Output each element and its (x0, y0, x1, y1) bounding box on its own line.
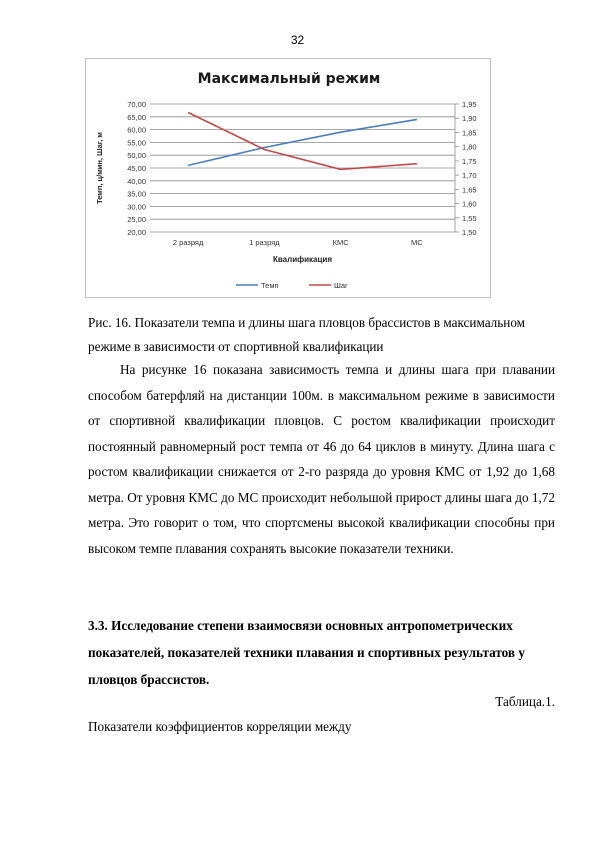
y-right-tick-label: 1,80 (462, 142, 477, 152)
series-line-1 (188, 113, 417, 170)
y-left-tick-label: 55,00 (127, 138, 146, 148)
y-left-tick-label: 70,00 (127, 100, 146, 109)
page-number: 32 (290, 33, 305, 47)
y-right-tick-label: 1,70 (462, 171, 477, 181)
chart-title: Максимальный режим (197, 71, 381, 87)
y-left-tick-label: 35,00 (127, 189, 146, 199)
x-tick-label: КМС (332, 238, 349, 247)
y-left-tick-label: 40,00 (127, 176, 146, 186)
legend-label: Темп (261, 281, 279, 290)
y-right-tick-label: 1,85 (462, 128, 477, 138)
body-paragraph: На рисунке 16 показана зависимость темпа и длины шага при плавании способом батерфляй на дистанции 100м. в максимальном режиме в зависимости от спортивной квалификации пловцов. С ростом квалификации происходит постоянный равномерный рост темпа от 46 до 64 циклов в минуту. Длина шага с ростом квалификации снижается от 2-го разряда до уровня КМС от 1,92 до 1,68 метра. От уровня КМС до МС происходит небольшой прирост длины шага до 1,72 метра. Это говорит о том, что спортсмены высокой квалификации способны при высоком темпе плавания сохранять высокие показатели техники. (88, 362, 555, 556)
y-right-tick-label: 1,75 (462, 156, 477, 166)
figure-caption: Рис. 16. Показатели темпа и длины шага пловцов брассистов в максимальном режиме в зависимости от спортивной квалификации (88, 315, 526, 354)
y-axis-title: Темп, ц/мин, Шаг, м (95, 132, 104, 204)
y-right-tick-label: 1,60 (462, 199, 477, 209)
x-tick-label: 1 разряд (249, 238, 280, 247)
y-left-tick-label: 45,00 (127, 164, 146, 173)
y-left-tick-label: 20,00 (127, 228, 146, 237)
y-right-tick-label: 1,95 (462, 100, 477, 109)
table-label: Таблица.1. (495, 694, 555, 709)
x-tick-label: 2 разряд (172, 238, 204, 247)
legend-label: Шаг (334, 281, 348, 290)
y-left-tick-label: 60,00 (127, 125, 146, 135)
y-right-tick-label: 1,65 (462, 185, 477, 195)
chart-figure (85, 58, 491, 298)
x-tick-label: МС (411, 238, 423, 247)
y-right-tick-label: 1,50 (462, 228, 477, 237)
x-axis-title: Квалификация (272, 255, 333, 264)
y-left-tick-label: 25,00 (127, 215, 146, 225)
section-heading: 3.3. Исследование степени взаимосвязи основных антропометрических показателей, показателей техники плавания и спортивных результатов у пловцов брассистов. (88, 618, 525, 687)
y-left-tick-label: 50,00 (127, 151, 146, 161)
chart-svg (86, 59, 492, 299)
table-caption: Показатели коэффициентов корреляции между (88, 719, 352, 734)
y-left-tick-label: 65,00 (127, 112, 146, 122)
y-right-tick-label: 1,90 (462, 114, 477, 124)
y-left-tick-label: 30,00 (127, 202, 146, 212)
y-right-tick-label: 1,55 (462, 213, 477, 223)
